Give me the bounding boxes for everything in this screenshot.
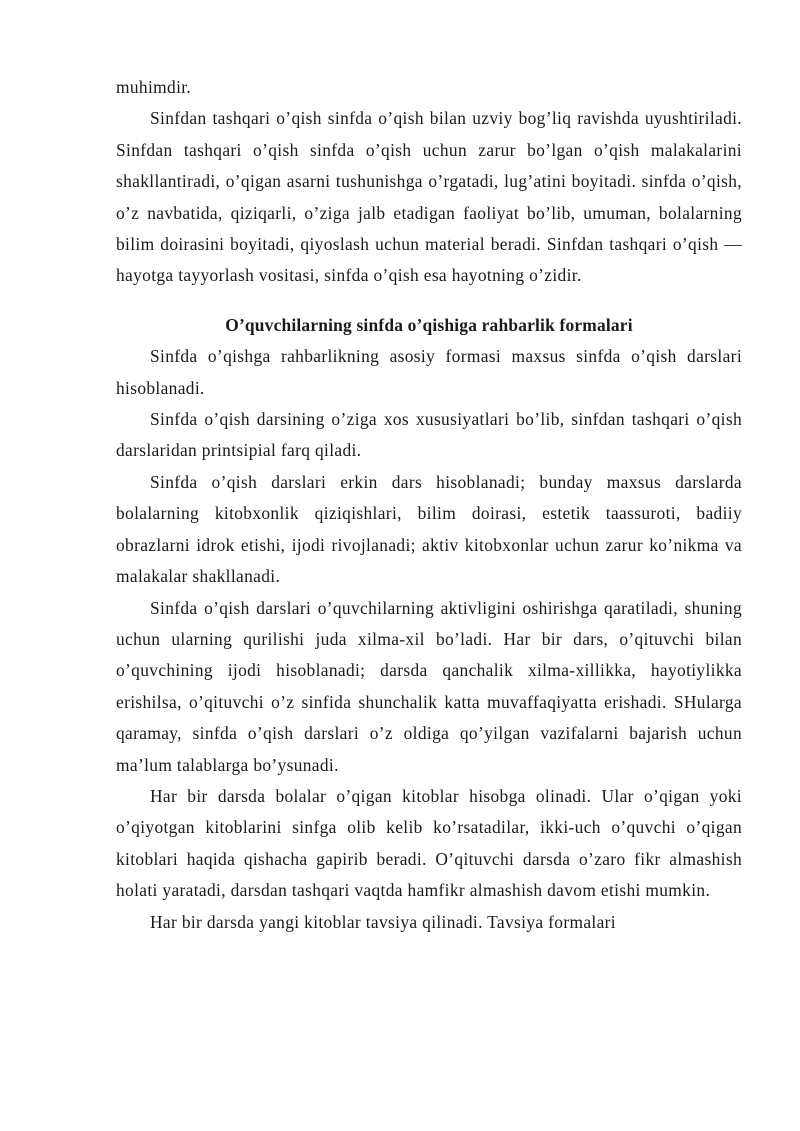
paragraph: Sinfdan tashqari o’qish sinfda o’qish bilan uzviy bog’liq ravishda uyushtiriladi. Sinfdan tashqari o’qish sinfda o’qish uchun zarur bo’lgan o’qish malakalarini shakllantiradi, o’qigan asarni tushunishga o’rgatadi, lug’atini boyitadi. sinfda o’qish, o’z navbatida, qiziqarli, o’ziga jalb etadigan faoliyat bo’lib, umuman, bolalarning bilim doirasini boyitadi, qiyoslash uchun material beradi. Sinfdan tashqari o’qish — hayotga tayyorlash vositasi, sinfda o’qish esa hayotning o’zidir. [116,108,742,286]
paragraph-continuation: muhimdir. [116,77,192,97]
paragraph: Sinfda o’qishga rahbarlikning asosiy formasi maxsus sinfda o’qish darslari hisoblanadi. [116,346,742,398]
paragraph: Har bir darsda bolalar o’qigan kitoblar hisobga olinadi. Ular o’qigan yoki o’qiyotgan kitoblarini sinfga olib kelib ko’rsatadilar, ikki-uch o’quvchi o’qigan kitoblari haqida qishacha gapirib beradi. O’qituvchi darsda o’zaro fikr almashish holati yaratadi, darsdan tashqari vaqtda hamfikr almashish davom etishi mumkin. [116,785,742,901]
paragraph: Har bir darsda yangi kitoblar tavsiya qilinadi. Tavsiya formalari [150,911,616,932]
paragraph: Sinfda o’qish darslari o’quvchilarning aktivligini oshirishga qaratiladi, shuning uchun ularning qurilishi juda xilma-xil bo’ladi. Har bir dars, o’qituvchi bilan o’quvchining ijodi hisoblanadi; darsda qanchalik xilma-xillikka, hayotiylikka erishilsa, o’qituvchi o’z sinfida shunchalik katta muvaffaqiyatta erishadi. SHularga qaramay, sinfda o’qish darslari o’z oldiga qo’yilgan vazifalarni bajarish uchun ma’lum talablarga bo’ysunadi. [116,597,742,775]
section-heading: O’quvchilarning sinfda o’qishiga rahbarlik formalari [225,314,633,335]
paragraph: Sinfda o’qish darslari erkin dars hisoblanadi; bunday maxsus darslarda bolalarning kitobxonlik qiziqishlari, bilim doirasi, estetik taassuroti, badiiy obrazlarni idrok etishi, ijodi rivojlanadi; aktiv kitobxonlar uchun zarur ko’nikma va malakalar shakllanadi. [116,471,742,587]
paragraph: Sinfda o’qish darsining o’ziga xos xususiyatlari bo’lib, sinfdan tashqari o’qish darslaridan printsipial farq qiladi. [116,409,742,461]
document-body [116,72,742,938]
